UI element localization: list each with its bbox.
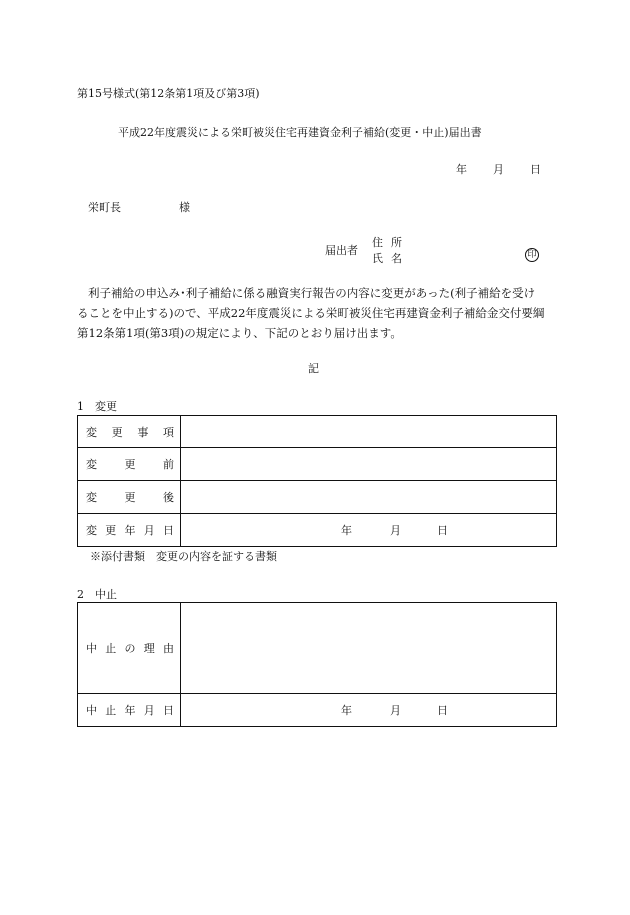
change-date-field[interactable] bbox=[181, 514, 557, 547]
label-char: の bbox=[124, 642, 136, 655]
row-label-text bbox=[78, 640, 180, 656]
applicant-label: 届出者 bbox=[325, 244, 358, 257]
body-line: ることを中止する)ので、平成22年度震災による栄町被災住宅再建資金利子補給金交付要綱 bbox=[77, 306, 545, 320]
label-char: 変 bbox=[86, 524, 97, 537]
label-char: 前 bbox=[163, 458, 174, 471]
row-label bbox=[78, 694, 181, 727]
row-label-text bbox=[78, 702, 180, 718]
label-char: 項 bbox=[162, 425, 174, 439]
date-day-unit: 日 bbox=[437, 704, 448, 717]
table-row bbox=[78, 603, 557, 694]
label-char: 日 bbox=[163, 524, 174, 537]
stop-date-field[interactable] bbox=[181, 694, 557, 727]
label-char: 日 bbox=[163, 704, 174, 717]
address-label: 住所 bbox=[372, 236, 410, 249]
label-char: 更 bbox=[124, 458, 136, 471]
row-label bbox=[78, 603, 181, 694]
label-char: 中 bbox=[86, 704, 97, 717]
body-text bbox=[77, 283, 557, 343]
date-month-unit: 月 bbox=[493, 163, 504, 176]
after-change-field[interactable] bbox=[181, 481, 557, 514]
label-char: 後 bbox=[163, 491, 174, 504]
row-label-text bbox=[78, 424, 180, 440]
section-change-title: 1 変更 bbox=[77, 400, 117, 413]
label-char: 変 bbox=[86, 425, 97, 439]
row-label bbox=[78, 514, 181, 547]
label-char: 更 bbox=[124, 491, 136, 504]
attachment-note: ※添付書類 変更の内容を証する書類 bbox=[90, 550, 277, 563]
stop-reason-field[interactable] bbox=[181, 603, 557, 694]
date-month-unit: 月 bbox=[390, 704, 401, 717]
date-year-unit: 年 bbox=[341, 524, 352, 537]
label-char: 年 bbox=[124, 704, 136, 717]
label-char: 止 bbox=[105, 642, 117, 655]
row-label bbox=[78, 416, 181, 448]
label-char: 理 bbox=[143, 642, 155, 655]
row-label bbox=[78, 448, 181, 481]
date-day-unit: 日 bbox=[437, 524, 448, 537]
label-char: 更 bbox=[105, 524, 117, 537]
before-change-field[interactable] bbox=[181, 448, 557, 481]
ki-heading: 記 bbox=[308, 362, 319, 375]
date-day-unit: 日 bbox=[530, 163, 541, 176]
seal-mark: 印 bbox=[525, 248, 539, 262]
label-char: 由 bbox=[163, 642, 174, 655]
label-char: 中 bbox=[86, 642, 97, 655]
table-row bbox=[78, 514, 557, 547]
section-stop-title: 2 中止 bbox=[77, 588, 117, 601]
row-label-text bbox=[78, 489, 180, 505]
addressee-honorific: 様 bbox=[179, 201, 190, 214]
date-month-unit: 月 bbox=[390, 524, 401, 537]
name-label: 氏名 bbox=[372, 252, 410, 265]
table-row bbox=[78, 448, 557, 481]
change-item-field[interactable] bbox=[181, 416, 557, 448]
body-line: 利子補給の申込み･利子補給に係る融資実行報告の内容に変更があった(利子補給を受け bbox=[88, 286, 536, 300]
label-char: 月 bbox=[143, 524, 155, 537]
table-row bbox=[78, 481, 557, 514]
label-char: 事 bbox=[137, 425, 149, 439]
row-label-text bbox=[78, 456, 180, 472]
document-title: 平成22年度震災による栄町被災住宅再建資金利子補給(変更・中止)届出書 bbox=[118, 126, 482, 139]
label-char: 年 bbox=[124, 524, 136, 537]
label-char: 変 bbox=[86, 491, 97, 504]
change-table bbox=[77, 415, 557, 547]
date-year-unit: 年 bbox=[456, 163, 467, 176]
row-label bbox=[78, 481, 181, 514]
form-number: 第15号様式(第12条第1項及び第3項) bbox=[77, 87, 260, 100]
submission-date bbox=[456, 161, 541, 177]
label-char: 止 bbox=[105, 704, 117, 717]
table-row bbox=[78, 694, 557, 727]
label-char: 月 bbox=[143, 704, 155, 717]
body-line: 第12条第1項(第3項)の規定により、下記のとおり届け出ます。 bbox=[77, 326, 402, 340]
table-row bbox=[78, 416, 557, 448]
addressee-name: 栄町長 bbox=[88, 201, 121, 214]
stop-table bbox=[77, 602, 557, 727]
date-year-unit: 年 bbox=[341, 704, 352, 717]
addressee bbox=[88, 199, 190, 215]
label-char: 変 bbox=[86, 458, 97, 471]
row-label-text bbox=[78, 522, 180, 538]
label-char: 更 bbox=[111, 425, 123, 439]
